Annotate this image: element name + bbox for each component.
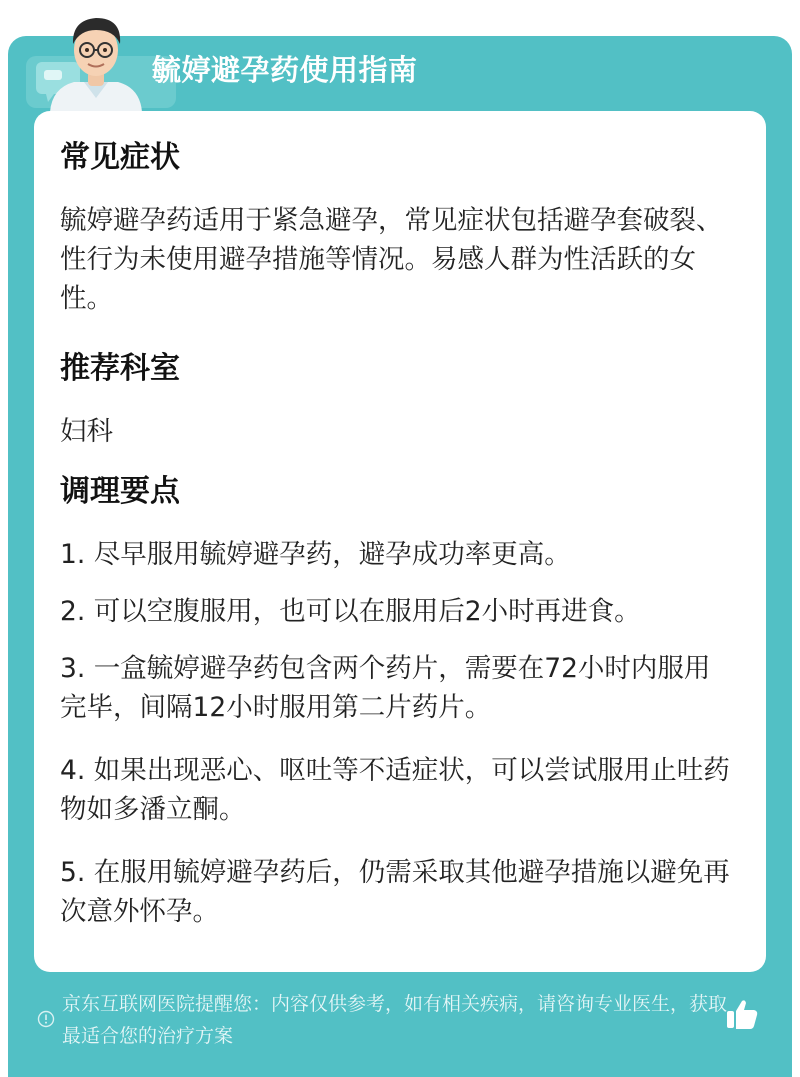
- page-title: 毓婷避孕药使用指南: [152, 53, 418, 87]
- info-circle-icon: [37, 1010, 55, 1028]
- doctor-avatar: [44, 8, 148, 112]
- care-heading: 调理要点: [60, 474, 180, 509]
- content-card: [34, 111, 766, 972]
- department-text: 妇科: [60, 416, 113, 447]
- care-item: 2. 可以空腹服用，也可以在服用后2小时再进食。: [60, 596, 641, 627]
- care-item: 3. 一盒毓婷避孕药包含两个药片，需要在72小时内服用完毕，间隔12小时服用第二片药片。: [60, 653, 711, 723]
- care-item: 5. 在服用毓婷避孕药后，仍需采取其他避孕措施以避免再次意外怀孕。: [60, 857, 730, 927]
- care-item: 1. 尽早服用毓婷避孕药，避孕成功率更高。: [60, 539, 571, 570]
- care-item: 4. 如果出现恶心、呕吐等不适症状，可以尝试服用止吐药物如多潘立酮。: [60, 755, 730, 825]
- symptoms-heading: 常见症状: [60, 140, 180, 175]
- symptoms-text: 毓婷避孕药适用于紧急避孕，常见症状包括避孕套破裂、性行为未使用避孕措施等情况。易感人群为性活跃的女性。: [60, 205, 723, 314]
- department-heading: 推荐科室: [60, 351, 180, 386]
- disclaimer-notice: 京东互联网医院提醒您：内容仅供参考，如有相关疾病，请咨询专业医生，获取最适合您的治疗方案: [62, 993, 728, 1047]
- thumbs-up-icon[interactable]: [724, 996, 760, 1032]
